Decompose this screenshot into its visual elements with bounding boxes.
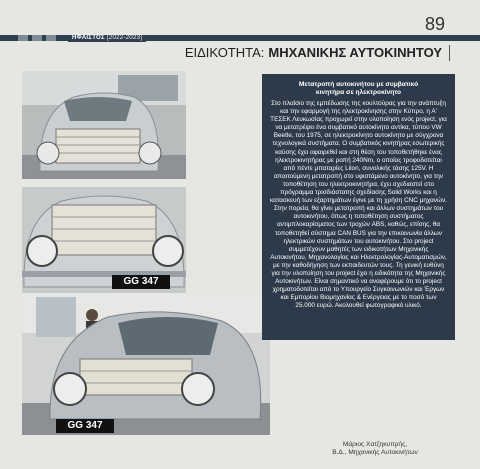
license-plate: GG 347 [67, 420, 103, 431]
header-squares [18, 35, 56, 41]
photo-car-front-battery [22, 187, 186, 295]
brand-tab [68, 35, 146, 42]
section-prefix: ΕΙΔΙΚΟΤΗΤΑ: [184, 45, 265, 60]
photo-car-workshop [22, 293, 270, 435]
headline-line-2: κινητήρα σε ηλεκτροκίνητο [315, 89, 402, 96]
section-name: ΜΗΧΑΝΙΚΗΣ ΑΥΤΟΚΙΝΗΤΟΥ [268, 45, 442, 60]
page-number: 89 [425, 14, 446, 34]
headline-line-1: Μετατροπή αυτοκινήτου με συμβατικό [298, 81, 419, 88]
article-box [262, 74, 455, 340]
title-divider [449, 45, 450, 61]
brand-years: [2022-2023] [106, 35, 143, 41]
license-plate: GG 347 [123, 276, 159, 287]
author-role: Β.Δ., Μηχανικής Αυτοκινήτων [332, 449, 418, 456]
author-name: Μάριος Χατζηκυπρής, [342, 441, 408, 448]
photo-car-front-top [22, 71, 186, 179]
section-title [185, 45, 442, 60]
article-headline [270, 81, 447, 97]
author-signature [300, 441, 450, 457]
brand-name: ΗΦΑΙΣΤΟΣ [72, 35, 105, 41]
article-body: Στο πλαίσιο της εμπέδωσης της κουλτούρας για την ανάπτυξη και την εφαρμογή της ηλεκτροκίνησης στην Κύπρο, η Α' ΤΕΣΕΚ Λευκωσίας προχωρεί στην υλοποίηση ενός project, για να μετατρέψει ένα συμβατικό αυτοκίνητο αντίκα, τύπου VW Beetle, του 1975, σε ηλεκτροκίνητο αυτοκίνητο με σύγχρονα τεχνολογικά συστήματα. Ο συμβατικός κινητήρας εσωτερικής καύσης έχει αφαιρεθεί και στη θέση του τοποθετήθηκε ένας ηλεκτροκινητήρας με ροπή 240Nm, ο οποίος τροφοδοτείται από πέντε μπαταρίες Lilon, συνολικής τάσης 125V. Η απαιτούμενη μετατροπή στο υφιστάμενο αυτοκίνητο, για την τοποθέτηση του ηλεκτροκινητήρα, έχει σχεδιαστεί στο πρόγραμμα τρισδιάστατης σχεδίασης Solid Works και η κατασκευή των εξαρτημάτων έγινε με τη χρήση CNC μηχανών. Στην πορεία, θα γίνει μετατροπή και άλλων συστημάτων του αυτοκινήτου, όπως η τοποθέτηση συστήματος αντιμπλοκαρίσματος των τροχών ABS, καθώς, επίσης, θα τοποθετηθεί σύστημα CAN BUS για την επικοινωνία άλλων ηλεκτρικών συστημάτων του αυτοκινήτου. Στο project συμμετέχουν μαθητές των ειδικοτήτων Μηχανικής Αυτοκινήτου, Μηχανολογίας και Ηλεκτρολογίας-Αυτοματισμών, με την καθοδήγηση των εκπαιδευτών τους. Τη γενική ευθύνη για την υλοποίηση του project έχει η ειδικότητα της Μηχανικής Αυτοκινήτων. Είναι σημαντικό να αναφέρουμε ότι το project χρηματοδοτείται από το Υπουργείο Συγκοινωνιών και Έργων και Εμπορίου Βιομηχανίας & Ενέργειας με το ποσό των 25.000 ευρώ. Ακολουθεί φωτογραφικό υλικό. [270, 100, 447, 310]
